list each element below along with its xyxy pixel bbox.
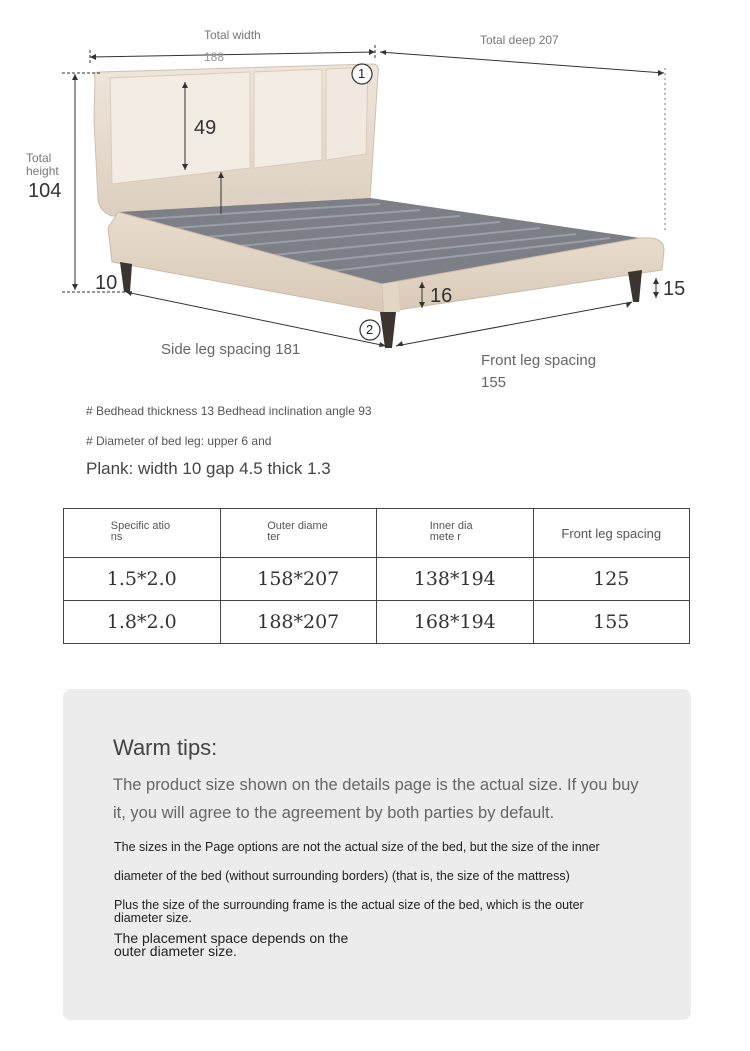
leg-16-value: 16	[430, 285, 453, 307]
header-cell: Inner diamete r	[377, 509, 534, 558]
front-leg-spacing-label: Front leg spacing	[481, 352, 597, 369]
table-cell: 1.8*2.0	[64, 601, 221, 644]
total-deep-label: Total deep 207	[480, 33, 559, 47]
warm-tips-title: Warm tips:	[113, 735, 218, 760]
total-width-label: Total width	[204, 28, 261, 42]
leg-diameter-note: # Diameter of bed leg: upper 6 and	[86, 434, 272, 448]
table-row	[64, 601, 690, 644]
warm-tips-lead: The product size shown on the details page is the actual size. If you buy it, you will agree to the agreement by both parties by default.	[113, 776, 639, 822]
table-cell: 125	[533, 558, 690, 601]
leg-15-value: 15	[663, 278, 686, 300]
table-cell: 158*207	[220, 558, 377, 601]
warm-tips-paragraph: The sizes in the Page options are not the actual size of the bed, but the size of the inner	[114, 840, 600, 854]
table-cell: 168*194	[377, 601, 534, 644]
table-cell: 138*194	[377, 558, 534, 601]
warm-tips-paragraph: Plus the size of the surrounding frame is the actual size of the bed, which is the outer diameter size.	[114, 898, 584, 925]
header-cell: Outer diameter	[220, 509, 377, 558]
warm-tips-paragraph: diameter of the bed (without surrounding borders) (that is, the size of the mattress)	[114, 869, 570, 883]
front-leg-spacing-value: 155	[481, 374, 507, 391]
leg-10-value: 10	[95, 272, 118, 294]
total-height-value: 104	[28, 180, 62, 202]
header-cell: Front leg spacing	[533, 509, 690, 558]
side-leg-spacing-label: Side leg spacing 181	[161, 341, 301, 358]
warm-tips-panel	[63, 689, 691, 1020]
marker-2: 2	[366, 322, 374, 337]
table-cell: 155	[533, 601, 690, 644]
table-row	[64, 558, 690, 601]
plank-note: Plank: width 10 gap 4.5 thick 1.3	[86, 459, 331, 478]
bed-illustration	[0, 0, 750, 400]
bedhead-note: # Bedhead thickness 13 Bedhead inclination angle 93	[86, 404, 372, 418]
header-cell: Specific ations	[64, 509, 221, 558]
marker-1: 1	[358, 66, 366, 81]
table-header-row	[64, 509, 690, 558]
lower-edge-label: 22 (lower edge to plank)	[226, 186, 355, 200]
total-width-value: 188	[204, 50, 225, 64]
headboard-height-value: 49	[194, 117, 217, 139]
warm-tips-paragraph: The placement space depends on the outer diameter size.	[114, 930, 349, 959]
total-height-label: Total height	[26, 151, 59, 178]
table-cell: 1.5*2.0	[64, 558, 221, 601]
table-cell: 188*207	[220, 601, 377, 644]
spec-table	[63, 508, 690, 644]
bed-dimension-diagram	[0, 0, 750, 400]
